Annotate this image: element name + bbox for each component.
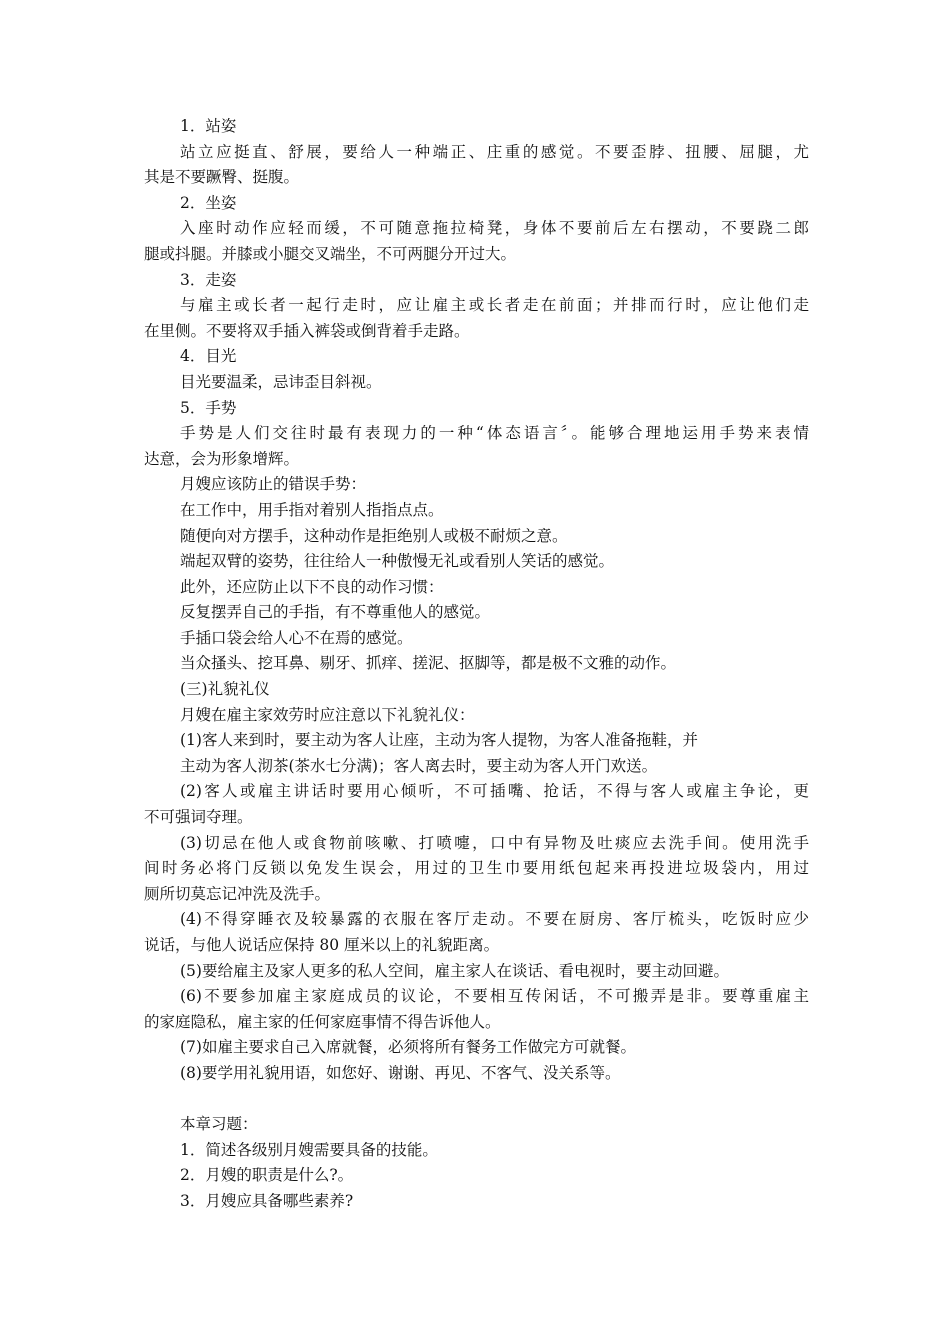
text-line: 其是不要蹶臀、挺腹。 (144, 168, 300, 187)
text-line: 间时务必将门反锁以免发生误会，用过的卫生巾要用纸包起来再投进垃圾袋内，用过 (144, 859, 809, 878)
text-line: 月嫂在雇主家效劳时应注意以下礼貌礼仪： (180, 705, 475, 724)
text-line: 反复摆弄自己的手指，有不尊重他人的感觉。 (180, 603, 491, 622)
text-line: 手势是人们交往时最有表现力的一种“体态语言〞。能够合理地运用手势来表情 (180, 424, 809, 443)
text-line: (8)要学用礼貌用语，如您好、谢谢、再见、不客气、没关系等。 (180, 1063, 621, 1082)
text-line: 的家庭隐私，雇主家的任何家庭事情不得告诉他人。 (144, 1012, 501, 1031)
text-line: (2)客人或雇主讲话时要用心倾听，不可插嘴、抢话，不得与客人或雇主争论，更 (180, 782, 809, 801)
text-line: 与雇主或长者一起行走时，应让雇主或长者走在前面；并排而行时，应让他们走 (180, 296, 809, 315)
text-line: 1．站姿 (180, 117, 237, 135)
text-line: 3．走姿 (180, 270, 237, 289)
text-line: 不可强词夺理。 (144, 808, 253, 827)
text-line: (三)礼貌礼仪 (180, 680, 270, 699)
text-line: 5．手势 (180, 398, 237, 417)
text-line: 端起双臂的姿势，往往给人一种傲慢无礼或看别人笑话的感觉。 (180, 552, 615, 571)
text-line: 主动为客人沏茶(茶水七分满)；客人离去时，要主动为客人开门欢送。 (180, 756, 658, 775)
document-page (144, 114, 809, 1215)
text-line: 入座时动作应轻而缓，不可随意拖拉椅凳，身体不要前后左右摆动，不要跷二郎 (180, 219, 809, 238)
text-line: 厕所切莫忘记冲洗及洗手。 (144, 884, 331, 903)
text-line: 随便向对方摆手，这种动作是拒绝别人或极不耐烦之意。 (180, 526, 568, 545)
text-line: 本章习题： (180, 1115, 258, 1134)
text-line: 月嫂应该防止的错误手势： (180, 475, 367, 494)
text-line: 腿或抖腿。并膝或小腿交叉端坐，不可两腿分开过大。 (144, 244, 517, 263)
text-line: 说话，与他人说话应保持 80 厘米以上的礼貌距离。 (144, 936, 500, 954)
text-line: (1)客人来到时，要主动为客人让座，主动为客人提物，为客人准备拖鞋，并 (180, 731, 698, 750)
text-line: 达意，会为形象增辉。 (144, 449, 300, 468)
text-line: 2．坐姿 (180, 193, 237, 212)
blank-line (144, 1087, 809, 1113)
text-line: 2．月嫂的职责是什么?。 (180, 1166, 354, 1185)
text-line: 当众搔头、挖耳鼻、剔牙、抓痒、搓泥、抠脚等，都是极不文雅的动作。 (180, 654, 677, 673)
text-line: 4．目光 (180, 347, 237, 366)
text-line: 3．月嫂应具备哪些素养? (180, 1191, 354, 1210)
text-line: 站立应挺直、舒展，要给人一种端正、庄重的感觉。不要歪脖、扭腰、屈腿，尤 (180, 142, 809, 161)
text-line: 此外，还应防止以下不良的动作习惯： (180, 577, 444, 596)
text-line: 1．简述各级别月嫂需要具备的技能。 (180, 1140, 438, 1159)
text-line: (4)不得穿睡衣及较暴露的衣服在客厅走动。不要在厨房、客厅梳头，吃饭时应少 (180, 910, 809, 929)
text-line: (3)切忌在他人或食物前咳嗽、打喷嚏，口中有异物及吐痰应去洗手间。使用洗手 (180, 833, 809, 852)
text-line: 在里侧。不要将双手插入裤袋或倒背着手走路。 (144, 321, 470, 340)
text-line: (7)如雇主要求自己入席就餐，必须将所有餐务工作做完方可就餐。 (180, 1038, 636, 1057)
text-line: 在工作中，用手指对着别人指指点点。 (180, 500, 444, 519)
text-line: 手插口袋会给人心不在焉的感觉。 (180, 628, 413, 647)
text-line: (5)要给雇主及家人更多的私人空间，雇主家人在谈话、看电视时，要主动回避。 (180, 961, 729, 980)
text-line: 目光要温柔，忌讳歪目斜视。 (180, 372, 382, 391)
text-line: (6)不要参加雇主家庭成员的议论，不要相互传闲话，不可搬弄是非。要尊重雇主 (180, 987, 809, 1006)
